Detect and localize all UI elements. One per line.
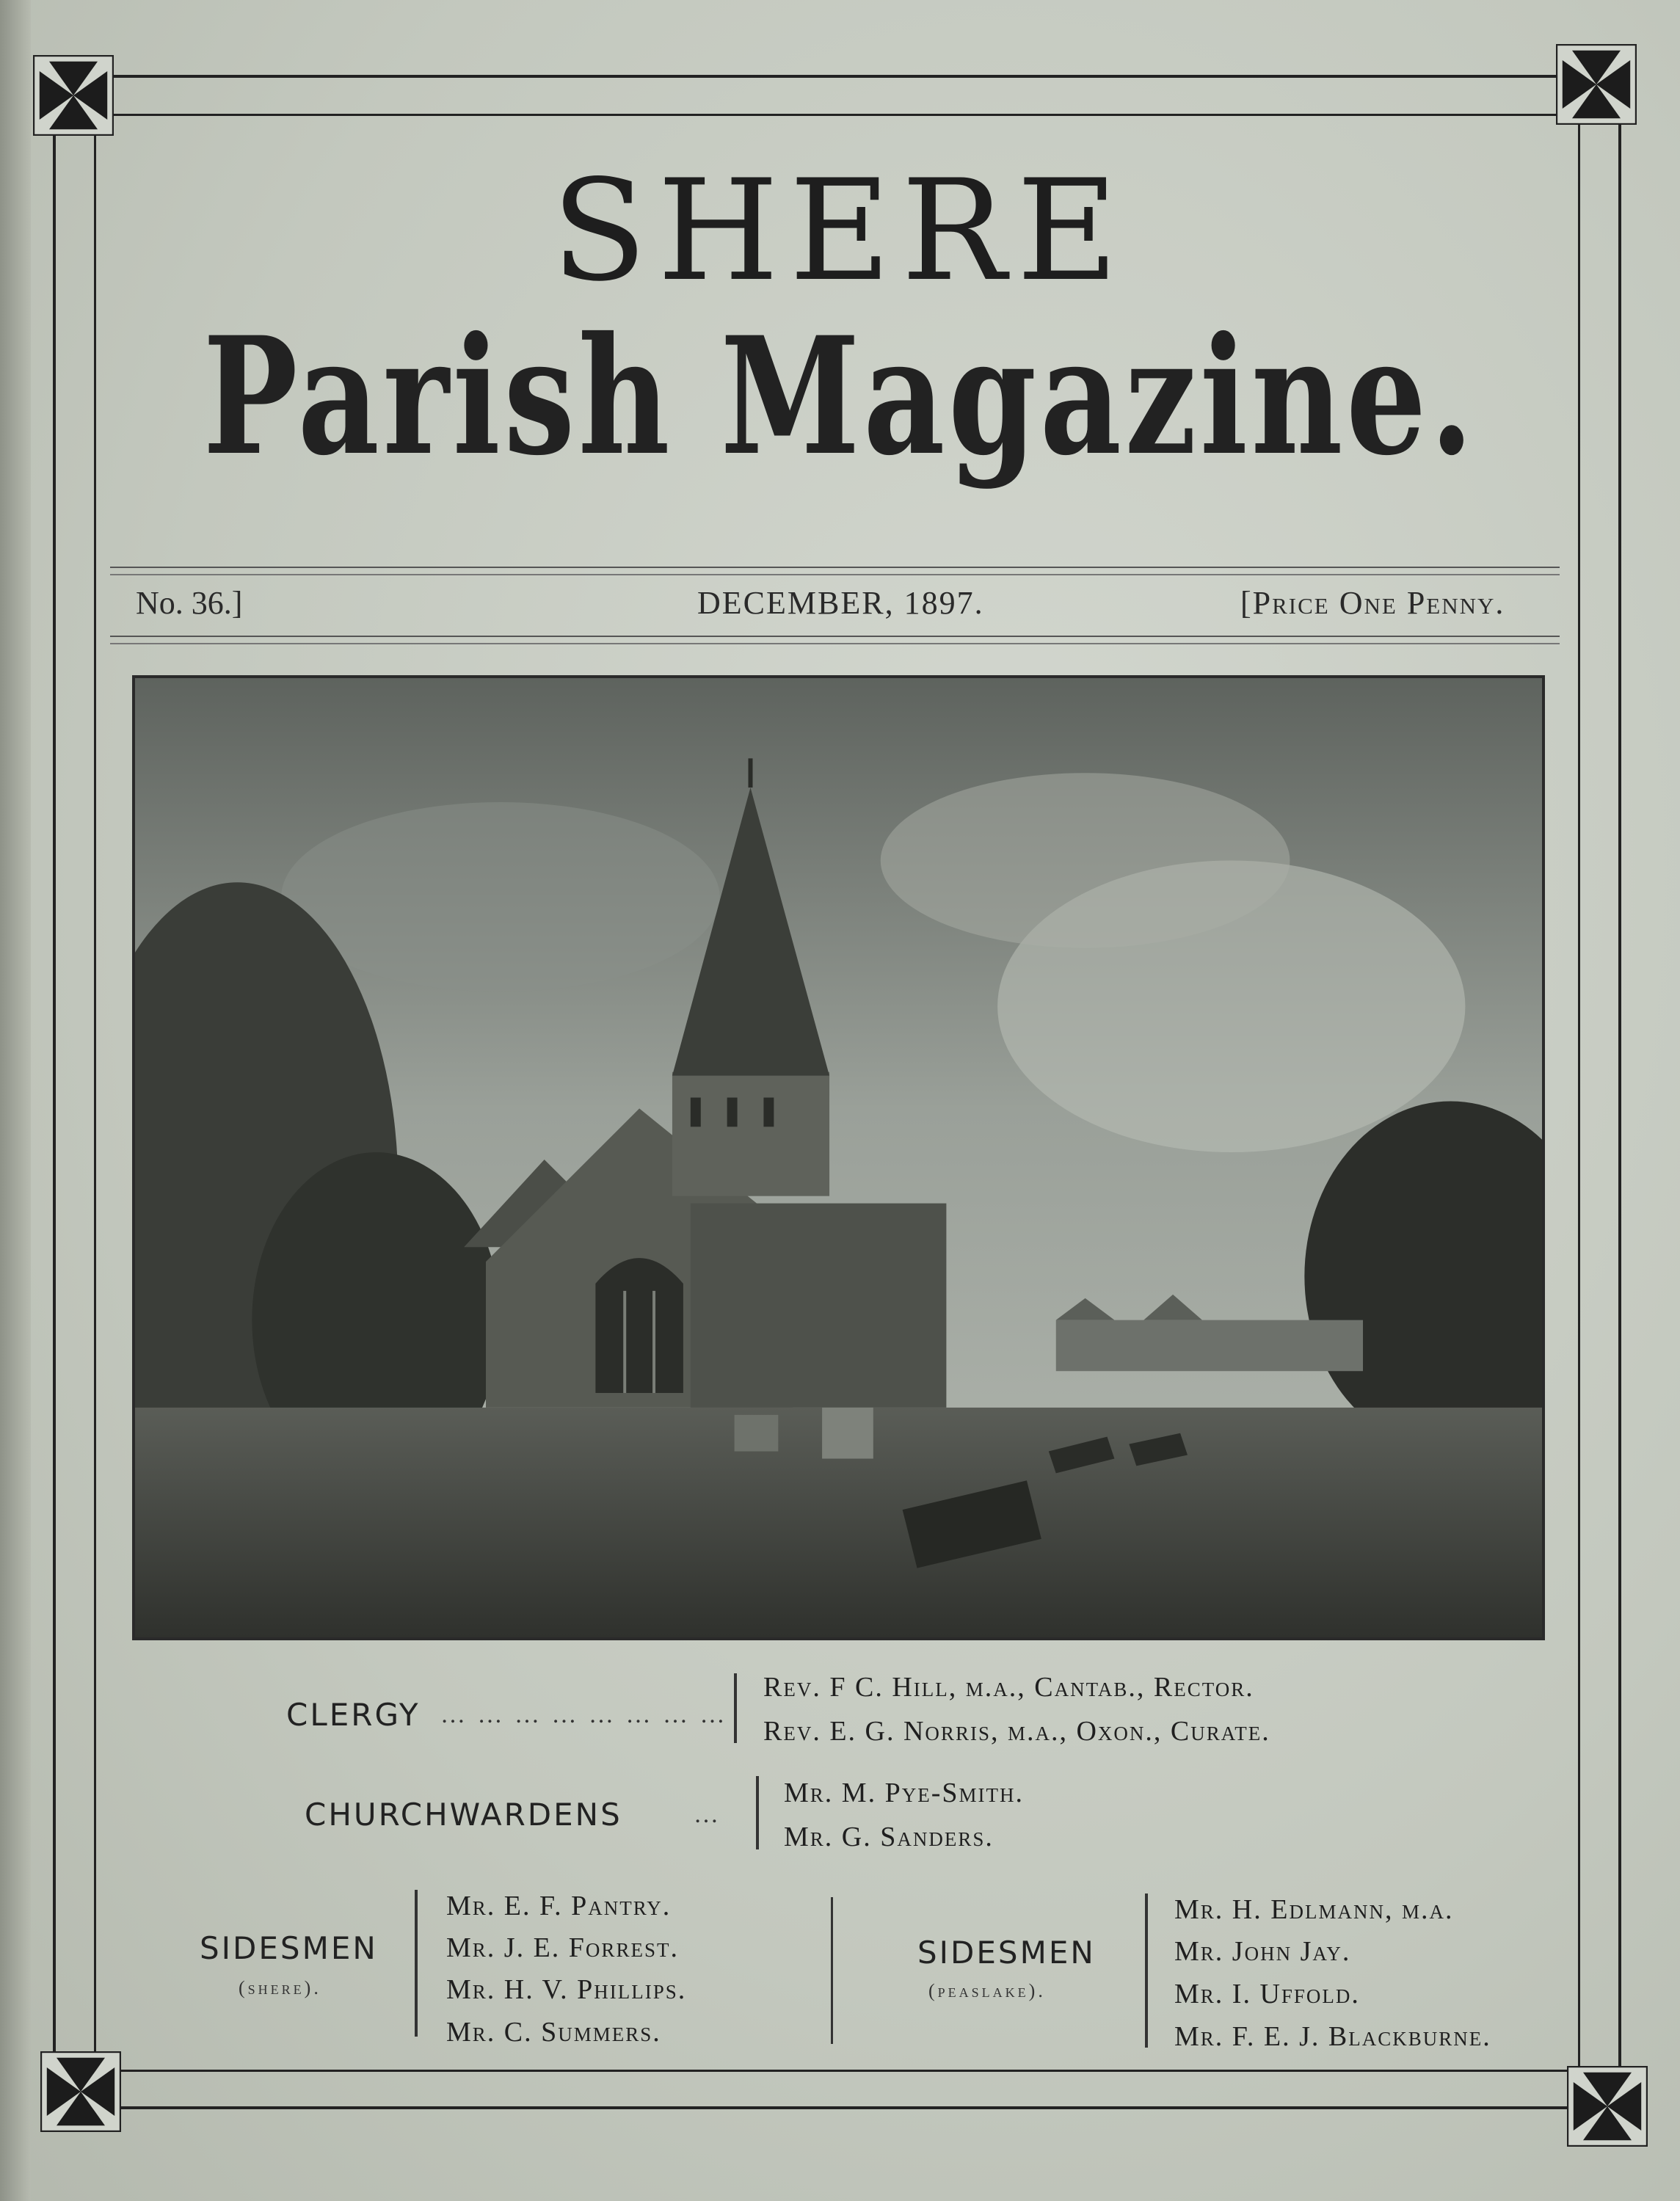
clergy-name-1: Rev. F C. Hill, m.a., Cantab., Rector. xyxy=(763,1672,1254,1703)
clergy-brace xyxy=(734,1673,737,1743)
sidesmen-peaslake-brace xyxy=(1145,1893,1148,2048)
churchwardens-label: CHURCHWARDENS xyxy=(305,1797,622,1833)
sidesmen-shere-name-2: Mr. J. E. Forrest. xyxy=(446,1932,679,1963)
churchwarden-name-1: Mr. M. Pye-Smith. xyxy=(784,1778,1024,1808)
churchwardens-brace xyxy=(756,1776,759,1849)
binding-spine xyxy=(0,0,31,2201)
clergy-label: CLERGY xyxy=(286,1697,421,1733)
church-engraving xyxy=(132,675,1545,1640)
sidesmen-shere-name-1: Mr. E. F. Pantry. xyxy=(446,1891,672,1921)
issue-date: DECEMBER, 1897. xyxy=(697,585,984,621)
border-left-inner xyxy=(94,95,96,2092)
sidesmen-peaslake-label: SIDESMEN xyxy=(917,1935,1096,1971)
churchwarden-name-2: Mr. G. Sanders. xyxy=(784,1822,994,1852)
sidesmen-shere-brace xyxy=(415,1890,418,2037)
churchwardens-leader-dots: … xyxy=(694,1801,721,1828)
border-top-outer xyxy=(70,75,1626,78)
meta-rule-top-2 xyxy=(110,574,1560,575)
title-parish-magazine: Parish Magazine. xyxy=(203,301,1477,491)
sidesmen-column-divider xyxy=(831,1897,833,2044)
corner-cross-icon xyxy=(1556,44,1637,125)
corner-cross-icon xyxy=(33,55,114,136)
border-bottom-outer xyxy=(70,2106,1626,2109)
sidesmen-peaslake-name-2: Mr. John Jay. xyxy=(1174,1936,1351,1967)
issue-price: [Price One Penny. xyxy=(1240,585,1505,621)
border-top-inner xyxy=(70,114,1626,116)
sidesmen-shere-name-3: Mr. H. V. Phillips. xyxy=(446,1974,687,2005)
meta-rule-bottom-2 xyxy=(110,643,1560,644)
clergy-leader-dots: … … … … … … … … xyxy=(440,1701,728,1728)
issue-number: No. 36.] xyxy=(136,585,243,621)
border-bottom-inner xyxy=(70,2070,1626,2072)
sidesmen-peaslake-name-4: Mr. F. E. J. Blackburne. xyxy=(1174,2021,1491,2052)
border-right-inner xyxy=(1578,95,1580,2092)
sidesmen-shere-name-4: Mr. C. Summers. xyxy=(446,2017,661,2048)
clergy-name-2: Rev. E. G. Norris, m.a., Oxon., Curate. xyxy=(763,1716,1270,1747)
border-left-outer xyxy=(53,95,56,2092)
meta-rule-top xyxy=(110,567,1560,568)
meta-rule-bottom xyxy=(110,636,1560,637)
sidesmen-shere-sublabel: (shere). xyxy=(239,1977,321,1998)
sidesmen-peaslake-name-1: Mr. H. Edlmann, m.a. xyxy=(1174,1894,1454,1925)
corner-cross-icon xyxy=(40,2051,121,2132)
sidesmen-shere-label: SIDESMEN xyxy=(200,1930,378,1966)
border-right-outer xyxy=(1618,95,1621,2092)
corner-cross-icon xyxy=(1567,2066,1648,2147)
title-shere: SHERE xyxy=(551,150,1129,312)
church-engraving-icon xyxy=(135,678,1542,1637)
sidesmen-peaslake-name-3: Mr. I. Uffold. xyxy=(1174,1979,1360,2009)
sidesmen-peaslake-sublabel: (peaslake). xyxy=(928,1980,1046,2001)
